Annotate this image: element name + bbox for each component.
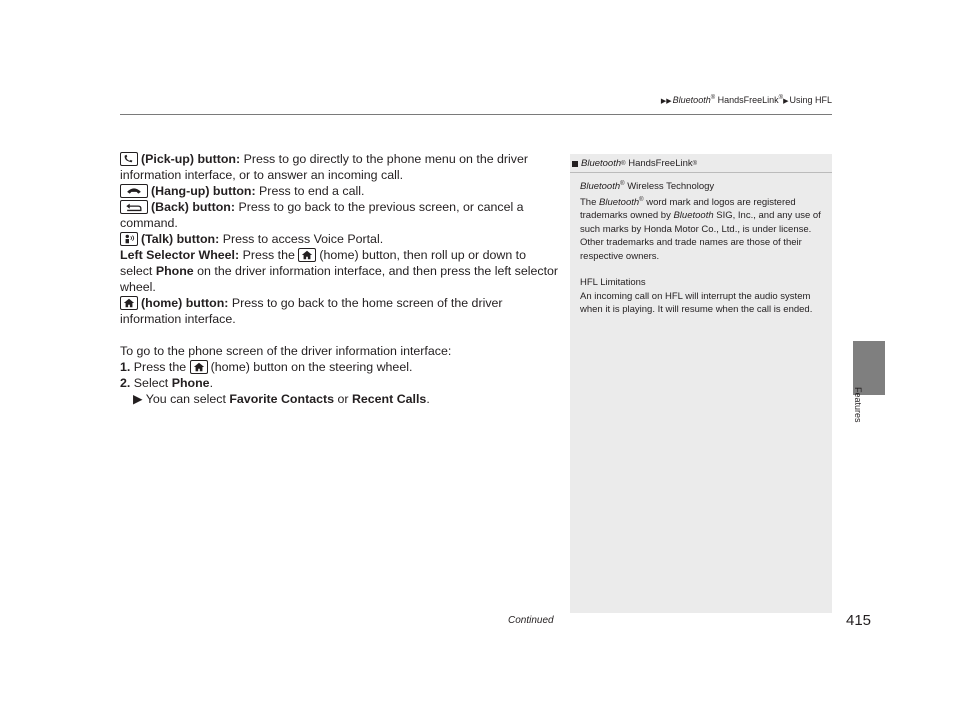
back-arrow-icon [120,200,148,214]
breadcrumb-bluetooth: Bluetooth [672,95,711,105]
item-home: (home) button: Press to go back to the home screen of the driver information interface. [120,296,503,326]
page-number: 415 [846,612,872,629]
main-content [120,151,560,407]
home-icon [190,360,208,374]
breadcrumb: ▶▶Bluetooth® HandsFreeLink®▶Using HFL [660,95,832,105]
procedure-substep: ▶ You can select Favorite Contacts or Recent Calls. [133,392,430,406]
breadcrumb-current: Using HFL [789,95,832,105]
sidebar-body [570,173,832,317]
home-icon [298,248,316,262]
continued-label: Continued [508,615,554,626]
procedure-step-2: 2. Select Phone. [120,376,214,390]
sidebar-sec2-title: HFL Limitations [580,277,646,289]
home-icon [120,296,138,310]
sidebar-sec2-body: An incoming call on HFL will interrupt the audio system when it is playing. It will resume when the call is ended. [580,290,813,316]
double-arrow-icon: ▶▶ [660,98,672,105]
arrow-icon: ▶ [783,98,789,105]
item-talk: (Talk) button: Press to access Voice Portal. [120,231,560,247]
arrow-icon: ▶ [133,392,143,406]
section-label: Features [853,387,863,423]
sidebar-sec1-title: Bluetooth® Wireless Technology [580,181,715,193]
item-hangup: (Hang-up) button: Press to end a call. [120,183,560,199]
sidebar-title: Bluetooth ® HandsFreeLink ® [570,156,832,173]
item-left-selector: Left Selector Wheel: Press the (home) button, then roll up or down to select Phone on the driver information interface, and then press the left selector wheel. [120,248,559,294]
item-pickup: (Pick-up) button: Press to go directly to the phone menu on the driver information interface, or to answer an incoming call. [120,152,529,182]
hangup-phone-icon [120,184,148,198]
item-back: (Back) button: Press to go back to the previous screen, or cancel a command. [120,200,524,230]
sidebar-sec1-body: The Bluetooth® word mark and logos are registered trademarks owned by Bluetooth SIG, Inc., and any use of such marks by Honda Motor Co., Ltd., is under license. Other trademarks and trade names are those of their respective owners. [580,196,821,262]
breadcrumb-handsfree: HandsFreeLink [717,95,779,105]
header-rule [120,114,832,115]
note-marker-icon [572,161,578,167]
sidebar-note [570,154,832,613]
procedure-intro: To go to the phone screen of the driver information interface: [120,344,452,358]
procedure-step-1: 1. Press the (home) button on the steering wheel. [120,360,413,374]
pickup-phone-icon [120,152,138,166]
talk-icon [120,232,138,246]
